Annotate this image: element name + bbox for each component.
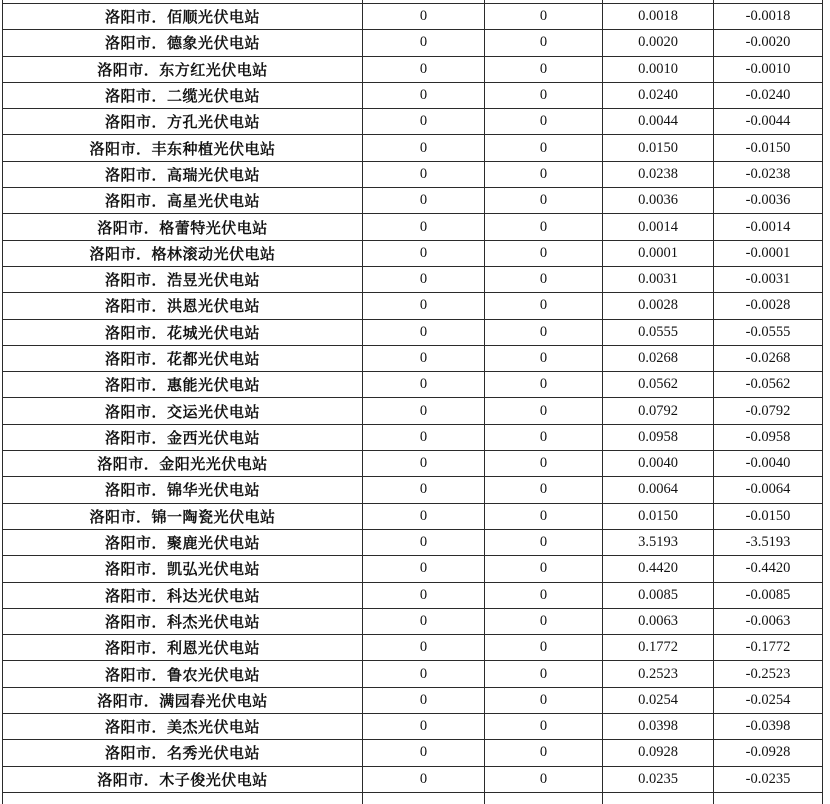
- value-cell-3: 0.0235: [603, 766, 714, 792]
- value-cell-1: 0: [363, 529, 485, 555]
- table-row: [3, 82, 823, 108]
- value-cell-2: 0: [485, 109, 603, 135]
- value-cell-3: 0.0044: [603, 109, 714, 135]
- station-name-cell: 洛阳市．聚鹿光伏电站: [3, 529, 363, 555]
- value-cell-4: -0.0064: [714, 477, 823, 503]
- value-cell-3: 0.0014: [603, 214, 714, 240]
- value-cell-3: 0.0928: [603, 740, 714, 766]
- value-cell-3: 0.0018: [603, 4, 714, 30]
- table-row: [3, 766, 823, 792]
- table-row: [3, 556, 823, 582]
- value-cell-1: 0: [363, 477, 485, 503]
- value-cell-1: 0: [363, 161, 485, 187]
- table-row: [3, 56, 823, 82]
- value-cell-1: 0: [363, 424, 485, 450]
- station-name-cell: 洛阳市．二缆光伏电站: [3, 82, 363, 108]
- value-cell-4: -0.0044: [714, 109, 823, 135]
- value-cell-1: 0: [363, 293, 485, 319]
- value-cell-3: 0.0010: [603, 56, 714, 82]
- table-row: [3, 451, 823, 477]
- value-cell-4: -0.0010: [714, 56, 823, 82]
- value-cell-2: 0: [485, 82, 603, 108]
- value-cell-2: 0: [485, 214, 603, 240]
- value-cell-2: 0: [485, 503, 603, 529]
- value-cell-1: 0: [363, 372, 485, 398]
- station-name-cell: 洛阳市．惠能光伏电站: [3, 372, 363, 398]
- table-row: [3, 424, 823, 450]
- value-cell-4: -0.0238: [714, 161, 823, 187]
- value-cell-4: -0.0792: [714, 398, 823, 424]
- table-row: [3, 687, 823, 713]
- table-row: [3, 135, 823, 161]
- value-cell-3: 0.0562: [603, 372, 714, 398]
- empty-cell: [3, 792, 363, 804]
- value-cell-1: 0: [363, 319, 485, 345]
- value-cell-1: 0: [363, 451, 485, 477]
- value-cell-2: 0: [485, 372, 603, 398]
- value-cell-4: -0.0014: [714, 214, 823, 240]
- empty-cell: [363, 792, 485, 804]
- value-cell-4: -0.0040: [714, 451, 823, 477]
- station-name-cell: 洛阳市．金西光伏电站: [3, 424, 363, 450]
- station-name-cell: 洛阳市．东方红光伏电站: [3, 56, 363, 82]
- station-name-cell: 洛阳市．高星光伏电站: [3, 188, 363, 214]
- value-cell-3: 0.0268: [603, 345, 714, 371]
- value-cell-2: 0: [485, 398, 603, 424]
- value-cell-1: 0: [363, 56, 485, 82]
- station-name-cell: 洛阳市．锦华光伏电站: [3, 477, 363, 503]
- value-cell-2: 0: [485, 266, 603, 292]
- table-row: [3, 503, 823, 529]
- value-cell-3: 0.2523: [603, 661, 714, 687]
- table-row: [3, 661, 823, 687]
- value-cell-3: 0.0240: [603, 82, 714, 108]
- station-name-cell: 洛阳市．丰东种植光伏电站: [3, 135, 363, 161]
- value-cell-4: -0.0958: [714, 424, 823, 450]
- value-cell-1: 0: [363, 82, 485, 108]
- value-cell-4: -0.0036: [714, 188, 823, 214]
- value-cell-4: -0.0150: [714, 503, 823, 529]
- value-cell-1: 0: [363, 345, 485, 371]
- table-row: [3, 714, 823, 740]
- value-cell-2: 0: [485, 556, 603, 582]
- value-cell-2: 0: [485, 714, 603, 740]
- station-name-cell: 洛阳市．锦一陶瓷光伏电站: [3, 503, 363, 529]
- value-cell-1: 0: [363, 109, 485, 135]
- value-cell-4: -0.0268: [714, 345, 823, 371]
- value-cell-2: 0: [485, 740, 603, 766]
- value-cell-3: 0.0001: [603, 240, 714, 266]
- value-cell-4: -0.1772: [714, 635, 823, 661]
- value-cell-2: 0: [485, 4, 603, 30]
- station-name-cell: 洛阳市．美杰光伏电站: [3, 714, 363, 740]
- value-cell-3: 0.0958: [603, 424, 714, 450]
- table-row: [3, 345, 823, 371]
- station-name-cell: 洛阳市．利恩光伏电站: [3, 635, 363, 661]
- value-cell-2: 0: [485, 687, 603, 713]
- value-cell-2: 0: [485, 661, 603, 687]
- station-name-cell: 洛阳市．方孔光伏电站: [3, 109, 363, 135]
- value-cell-3: 0.0254: [603, 687, 714, 713]
- station-name-cell: 洛阳市．佰顺光伏电站: [3, 4, 363, 30]
- station-name-cell: 洛阳市．金阳光光伏电站: [3, 451, 363, 477]
- value-cell-4: -0.0063: [714, 608, 823, 634]
- value-cell-4: -0.0150: [714, 135, 823, 161]
- station-name-cell: 洛阳市．洪恩光伏电站: [3, 293, 363, 319]
- station-name-cell: 洛阳市．格林滚动光伏电站: [3, 240, 363, 266]
- table-body: [3, 0, 823, 804]
- value-cell-3: 0.4420: [603, 556, 714, 582]
- value-cell-3: 0.0063: [603, 608, 714, 634]
- value-cell-1: 0: [363, 608, 485, 634]
- table-row: [3, 161, 823, 187]
- station-name-cell: 洛阳市．花都光伏电站: [3, 345, 363, 371]
- value-cell-3: 0.0031: [603, 266, 714, 292]
- station-name-cell: 洛阳市．格蕾特光伏电站: [3, 214, 363, 240]
- value-cell-2: 0: [485, 766, 603, 792]
- value-cell-2: 0: [485, 30, 603, 56]
- station-name-cell: 洛阳市．德象光伏电站: [3, 30, 363, 56]
- value-cell-3: 0.0064: [603, 477, 714, 503]
- empty-cell: [485, 792, 603, 804]
- value-cell-2: 0: [485, 477, 603, 503]
- station-name-cell: 洛阳市．名秀光伏电站: [3, 740, 363, 766]
- value-cell-2: 0: [485, 135, 603, 161]
- value-cell-2: 0: [485, 529, 603, 555]
- value-cell-4: -0.0235: [714, 766, 823, 792]
- station-name-cell: 洛阳市．科达光伏电站: [3, 582, 363, 608]
- value-cell-1: 0: [363, 714, 485, 740]
- table-row: [3, 398, 823, 424]
- value-cell-4: -0.0240: [714, 82, 823, 108]
- table-row: [3, 608, 823, 634]
- value-cell-3: 0.1772: [603, 635, 714, 661]
- value-cell-2: 0: [485, 608, 603, 634]
- value-cell-2: 0: [485, 319, 603, 345]
- table-row: [3, 293, 823, 319]
- value-cell-1: 0: [363, 635, 485, 661]
- value-cell-2: 0: [485, 240, 603, 266]
- value-cell-2: 0: [485, 635, 603, 661]
- table-row: [3, 30, 823, 56]
- value-cell-1: 0: [363, 687, 485, 713]
- value-cell-4: -0.0562: [714, 372, 823, 398]
- value-cell-3: 0.0398: [603, 714, 714, 740]
- value-cell-4: -0.0018: [714, 4, 823, 30]
- value-cell-4: -0.0555: [714, 319, 823, 345]
- value-cell-4: -0.0028: [714, 293, 823, 319]
- empty-cell: [603, 792, 714, 804]
- value-cell-3: 0.0238: [603, 161, 714, 187]
- value-cell-4: -0.0001: [714, 240, 823, 266]
- value-cell-3: 0.0020: [603, 30, 714, 56]
- value-cell-3: 0.0036: [603, 188, 714, 214]
- table-row: [3, 188, 823, 214]
- value-cell-1: 0: [363, 30, 485, 56]
- table-row: [3, 240, 823, 266]
- value-cell-3: 0.0555: [603, 319, 714, 345]
- value-cell-3: 0.0040: [603, 451, 714, 477]
- value-cell-4: -0.2523: [714, 661, 823, 687]
- table-row: [3, 266, 823, 292]
- empty-cell: [714, 792, 823, 804]
- value-cell-1: 0: [363, 4, 485, 30]
- value-cell-4: -0.0020: [714, 30, 823, 56]
- table-row: [3, 109, 823, 135]
- table-row: [3, 319, 823, 345]
- value-cell-1: 0: [363, 188, 485, 214]
- station-name-cell: 洛阳市．科杰光伏电站: [3, 608, 363, 634]
- station-name-cell: 洛阳市．浩昱光伏电站: [3, 266, 363, 292]
- value-cell-1: 0: [363, 582, 485, 608]
- value-cell-2: 0: [485, 56, 603, 82]
- table-row: [3, 477, 823, 503]
- table-row-partial-bottom: [3, 792, 823, 804]
- value-cell-4: -0.4420: [714, 556, 823, 582]
- value-cell-4: -0.0254: [714, 687, 823, 713]
- value-cell-2: 0: [485, 424, 603, 450]
- value-cell-2: 0: [485, 161, 603, 187]
- value-cell-1: 0: [363, 556, 485, 582]
- table-row: [3, 529, 823, 555]
- value-cell-2: 0: [485, 451, 603, 477]
- station-name-cell: 洛阳市．满园春光伏电站: [3, 687, 363, 713]
- value-cell-4: -0.0928: [714, 740, 823, 766]
- value-cell-2: 0: [485, 582, 603, 608]
- value-cell-1: 0: [363, 740, 485, 766]
- value-cell-1: 0: [363, 766, 485, 792]
- pv-station-table: [2, 0, 823, 804]
- value-cell-3: 0.0150: [603, 135, 714, 161]
- table-row: [3, 582, 823, 608]
- table-row: [3, 635, 823, 661]
- value-cell-4: -3.5193: [714, 529, 823, 555]
- value-cell-1: 0: [363, 503, 485, 529]
- station-name-cell: 洛阳市．木子俊光伏电站: [3, 766, 363, 792]
- value-cell-3: 0.0792: [603, 398, 714, 424]
- table-row: [3, 4, 823, 30]
- value-cell-3: 0.0028: [603, 293, 714, 319]
- value-cell-3: 3.5193: [603, 529, 714, 555]
- value-cell-1: 0: [363, 135, 485, 161]
- value-cell-2: 0: [485, 345, 603, 371]
- value-cell-3: 0.0085: [603, 582, 714, 608]
- table-row: [3, 214, 823, 240]
- value-cell-1: 0: [363, 661, 485, 687]
- value-cell-1: 0: [363, 398, 485, 424]
- value-cell-4: -0.0085: [714, 582, 823, 608]
- value-cell-1: 0: [363, 240, 485, 266]
- station-name-cell: 洛阳市．花城光伏电站: [3, 319, 363, 345]
- station-name-cell: 洛阳市．凯弘光伏电站: [3, 556, 363, 582]
- value-cell-2: 0: [485, 293, 603, 319]
- value-cell-4: -0.0398: [714, 714, 823, 740]
- station-name-cell: 洛阳市．交运光伏电站: [3, 398, 363, 424]
- value-cell-1: 0: [363, 214, 485, 240]
- table-row: [3, 372, 823, 398]
- table-row: [3, 740, 823, 766]
- value-cell-4: -0.0031: [714, 266, 823, 292]
- value-cell-3: 0.0150: [603, 503, 714, 529]
- value-cell-1: 0: [363, 266, 485, 292]
- station-name-cell: 洛阳市．高瑞光伏电站: [3, 161, 363, 187]
- value-cell-2: 0: [485, 188, 603, 214]
- station-name-cell: 洛阳市．鲁农光伏电站: [3, 661, 363, 687]
